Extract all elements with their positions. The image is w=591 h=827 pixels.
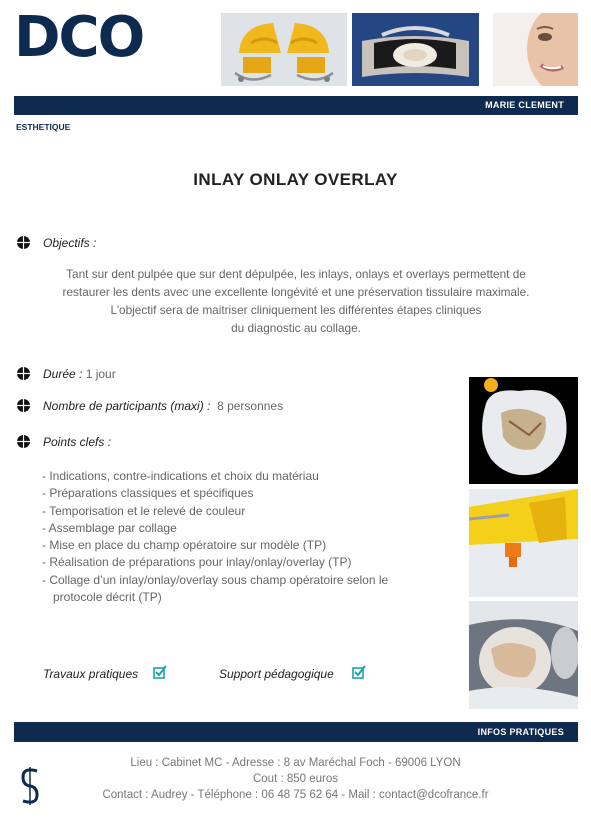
footer-lieu: Lieu : Cabinet MC - Adresse : 8 av Maréchal Foch - 69006 LYON (130, 757, 461, 769)
objectifs-line: Tant sur dent pulpée que sur dent dépulpée, les inlays, onlays et overlays permettent de (66, 267, 526, 281)
author-bar (14, 96, 578, 115)
infos-heading: INFOS PRATIQUES (477, 727, 564, 737)
points-list (42, 468, 422, 606)
objectifs-line: du diagnostic au collage. (231, 321, 361, 335)
list-item: - Préparations classiques et spécifiques (42, 486, 254, 501)
participants-label: Nombre de participants (maxi) : (43, 399, 211, 413)
list-item: - Assemblage par collage (42, 520, 177, 535)
list-item: - Mise en place du champ opératoire sur modèle (TP) (42, 538, 327, 553)
objectifs-line: L’objectif sera de maitriser cliniquement les différentes étapes cliniques (110, 303, 482, 317)
dco-logo: DCO (14, 5, 144, 70)
photo-smiling-woman (493, 13, 578, 86)
page-title: INLAY ONLAY OVERLAY (193, 170, 398, 189)
participants-value: 8 personnes (217, 399, 284, 413)
footer-contact: Contact : Audrey - Téléphone : 06 48 75 62 64 - Mail : contact@dcofrance.fr (102, 789, 489, 801)
list-item: - Temporisation et le relevé de couleur (42, 503, 246, 518)
list-item: - Collage d’un inlay/onlay/overlay sous champ opératoire selon le protocole décrit (TP) (42, 572, 389, 605)
photo-dental-dam (352, 13, 479, 86)
objectifs-label: Objectifs : (43, 236, 97, 250)
crosshair-bullet-icon (17, 399, 30, 412)
points-label: Points clefs : (43, 435, 112, 449)
objectifs-line: restaurer les dents avec une excellente longévité et une préservation tissulaire maximale. (62, 285, 530, 299)
support-pedagogique-label: Support pédagogique (219, 667, 334, 681)
photo-molar-occlusal (469, 377, 578, 484)
photo-rubber-dam-clamp (221, 13, 347, 86)
list-item: - Indications, contre-indications et choix du matériau (42, 469, 319, 483)
checkbox-checked-icon (153, 665, 167, 679)
author-name: MARIE CLEMENT (485, 100, 564, 110)
photo-restored-molar (469, 601, 578, 709)
footer-cout: Cout : 850 euros (252, 773, 339, 785)
duree-value: 1 jour (85, 367, 116, 381)
objectifs-text (40, 265, 552, 337)
list-item: - Réalisation de préparations pour inlay/onlay/overlay (TP) (42, 555, 352, 570)
crosshair-bullet-icon (17, 435, 30, 448)
participants-row (43, 399, 283, 413)
crosshair-bullet-icon (17, 367, 30, 380)
photo-orange-instrument (469, 489, 578, 597)
travaux-pratiques-label: Travaux pratiques (43, 667, 139, 681)
duree-label: Durée : (43, 367, 83, 381)
infos-pratiques-bar (14, 722, 578, 742)
crosshair-bullet-icon (17, 236, 30, 249)
duree-row (43, 367, 116, 381)
checkbox-checked-icon (352, 665, 366, 679)
category-label: ESTHETIQUE (16, 122, 71, 132)
